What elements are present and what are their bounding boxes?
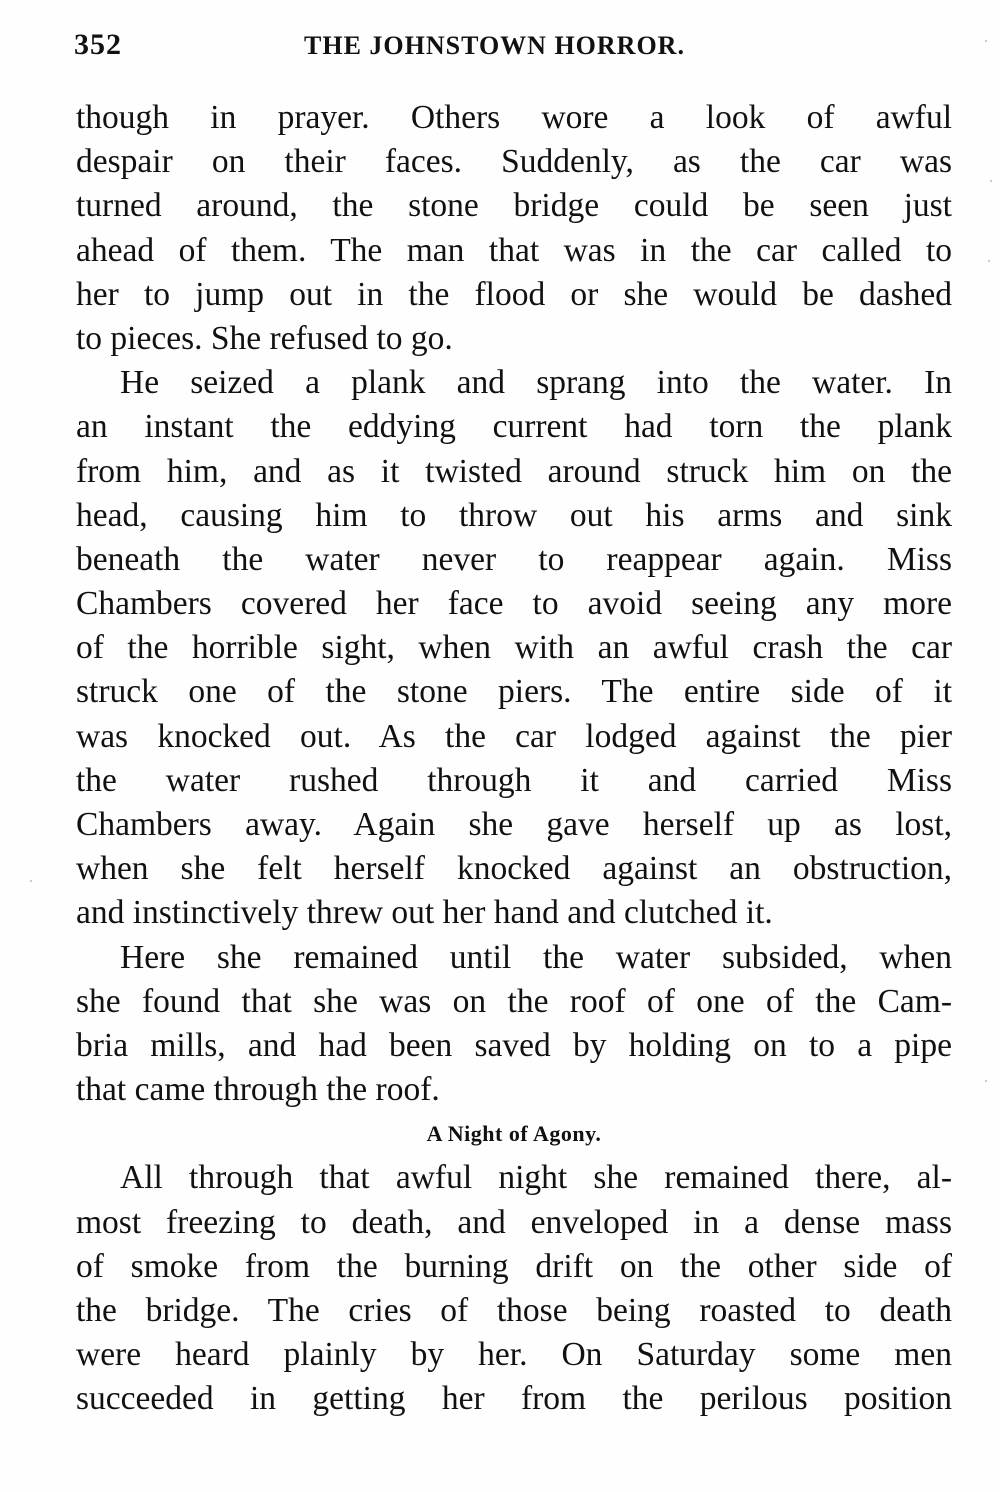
text-line: though in prayer. Others wore a look of awful	[76, 99, 952, 136]
scan-speck	[990, 180, 992, 182]
text-line: were heard plainly by her. On Saturday some men	[76, 1336, 952, 1374]
text-line: ahead of them. The man that was in the car called to	[76, 231, 952, 269]
text-line: an instant the eddying current had torn the plank	[76, 408, 952, 446]
text-line: to pieces. She refused to go.	[76, 319, 453, 357]
paragraph-4	[76, 1156, 952, 1421]
text-line: turned around, the stone bridge could be seen just	[76, 187, 952, 225]
text-line: despair on their faces. Suddenly, as the car was	[76, 143, 952, 181]
text-line: of smoke from the burning drift on the other side of	[76, 1247, 952, 1285]
text-line: she found that she was on the roof of one of the Cam-	[76, 982, 952, 1020]
text-line: from him, and as it twisted around struck him on the	[76, 452, 952, 490]
text-line: Chambers away. Again she gave herself up as lost,	[76, 806, 952, 843]
text-line: that came through the roof.	[76, 1071, 440, 1109]
text-line: struck one of the stone piers. The entire side of it	[76, 673, 952, 711]
text-line: Here she remained until the water subsided, when	[120, 938, 952, 976]
body-text	[76, 96, 952, 1421]
text-line: and instinctively threw out her hand and clutched it.	[76, 894, 773, 932]
text-line: beneath the water never to reappear again. Miss	[76, 540, 952, 578]
paragraph-1	[76, 96, 952, 361]
text-line: was knocked out. As the car lodged against the pier	[76, 717, 952, 755]
text-line: the water rushed through it and carried Miss	[76, 761, 952, 799]
text-line: head, causing him to throw out his arms and sink	[76, 496, 952, 534]
section-heading: A Night of Agony.	[426, 1121, 602, 1147]
scan-speck	[985, 1080, 987, 1082]
text-line: of the horrible sight, when with an awful crash the car	[76, 629, 952, 667]
scan-speck	[985, 40, 987, 42]
page-number: 352	[74, 28, 122, 61]
scan-speck	[30, 880, 32, 882]
text-line: most freezing to death, and enveloped in a dense mass	[76, 1203, 952, 1241]
text-line: He seized a plank and sprang into the water. In	[120, 364, 952, 402]
text-line: succeeded in getting her from the perilous position	[76, 1380, 952, 1418]
text-line: bria mills, and had been saved by holding on to a pipe	[76, 1026, 952, 1064]
text-line: All through that awful night she remained there, al-	[120, 1159, 952, 1197]
paragraph-2	[76, 361, 952, 935]
running-head	[74, 28, 952, 68]
running-title: THE JOHNSTOWN HORROR.	[304, 31, 685, 60]
text-line: the bridge. The cries of those being roasted to death	[76, 1291, 952, 1329]
text-line: when she felt herself knocked against an obstruction,	[76, 850, 952, 888]
text-line: Chambers covered her face to avoid seeing any more	[76, 585, 952, 623]
scan-speck	[988, 260, 990, 262]
paragraph-3	[76, 936, 952, 1113]
text-line: her to jump out in the flood or she would be dashed	[76, 275, 952, 313]
